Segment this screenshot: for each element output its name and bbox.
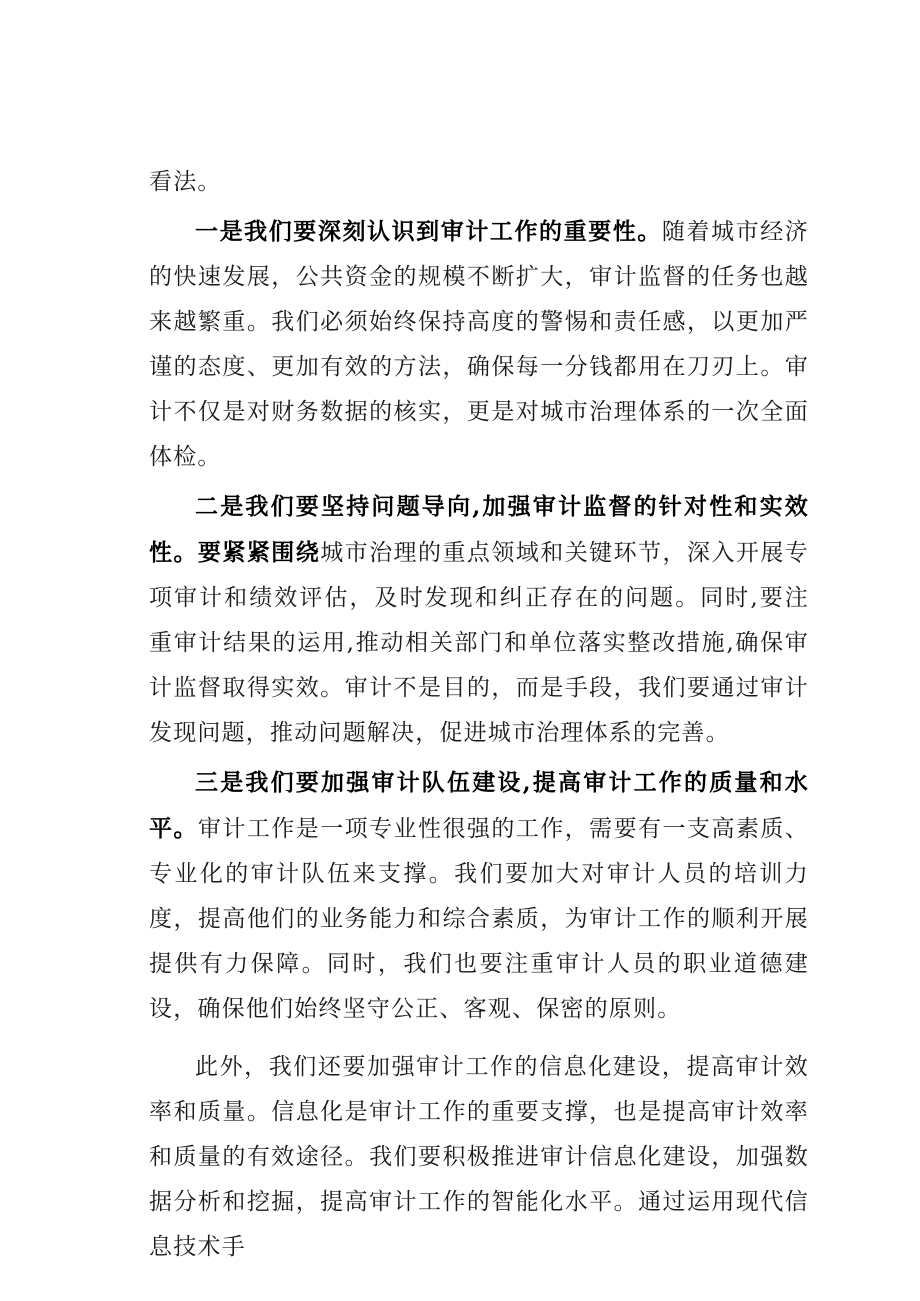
paragraph-text: 此外，我们还要加强审计工作的信息化建设，提高审计效率和质量。信息化是审计工作的重要支撑，也是提高审计效率和质量的有效途径。我们要积极推进审计信息化建设，加强数据分析和挖掘，提高审计工作的智能化水平。通过运用现代信息技术手 (149, 1054, 809, 1260)
document-body (149, 160, 809, 1270)
paragraph-heading: 二是我们要坚持问题导向,加强审计监督的针对性和实效性。要紧紧围绕 (149, 493, 809, 566)
paragraph-text: 审计工作是一项专业性很强的工作，需要有一支高素质、专业化的审计队伍来支撑。我们要加大对审计人员的培训力度，提高他们的业务能力和综合素质，为审计工作的顺利开展提供有力保障。同时，我们也要注重审计人员的职业道德建设，确保他们始终坚守公正、客观、保密的原则。 (149, 816, 810, 1022)
paragraph-heading: 一是我们要深刻认识到审计工作的重要性。 (195, 218, 662, 245)
paragraph-second-point (149, 484, 809, 756)
paragraph-third-point (149, 760, 809, 1032)
paragraph-heading: 三是我们要加强审计队伍建设,提高审计工作的质量和水平。 (149, 769, 809, 842)
continued-paragraph (149, 160, 809, 205)
paragraph-text: 城市治理的重点领域和关键环节，深入开展专项审计和绩效评估，及时发现和纠正存在的问题。同时,要注重审计结果的运用,推动相关部门和单位落实整改措施,确保审计监督取得实效。审计不是目的，而是手段，我们要通过审计发现问题，推动问题解决，促进城市治理体系的完善。 (149, 540, 810, 746)
continued-text: 看法。 (149, 169, 222, 195)
paragraph-additional (149, 1044, 809, 1270)
paragraph-text: 随着城市经济的快速发展，公共资金的规模不断扩大，审计监督的任务也越来越繁重。我们必须始终保持高度的警惕和责任感，以更加严谨的态度、更加有效的方法，确保每一分钱都用在刀刃上。审计不仅是对财务数据的核实，更是对城市治理体系的一次全面体检。 (149, 219, 809, 470)
paragraph-first-point (149, 209, 809, 480)
